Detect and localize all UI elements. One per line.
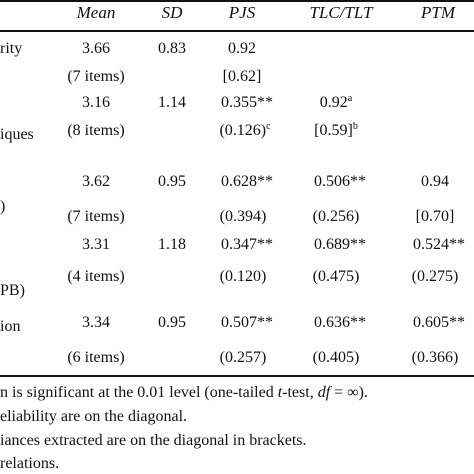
row4-ptm-sub: (0.275) (411, 268, 459, 285)
row5-sd: 0.95 (158, 314, 186, 331)
footnote-a: a (347, 93, 353, 104)
row4-mean: 3.31 (82, 236, 110, 253)
table-note-4: relations. (0, 455, 60, 472)
row2-tlc-sub (314, 122, 358, 140)
row5-mean: 3.34 (82, 314, 110, 331)
footnote-c: c (266, 121, 271, 132)
row3-tlc-sub: (0.256) (312, 208, 360, 225)
row4-pjs-sub: (0.120) (219, 268, 267, 285)
header-ptm: PTM (421, 3, 455, 22)
row2-tlc-sub-value: [0.59] (314, 122, 353, 139)
row1-pjs: 0.92 (228, 40, 256, 57)
row-label-5: ion (0, 318, 21, 335)
table-note-2: eliability are on the diagonal. (0, 408, 188, 425)
header-rule (0, 30, 474, 32)
header-sd: SD (161, 3, 183, 22)
row-label-1: rity (0, 40, 23, 57)
row4-sd: 1.18 (158, 236, 186, 253)
row4-tlc-sub: (0.475) (312, 268, 360, 285)
row2-pjs-sub (219, 122, 270, 140)
footnote-b: b (352, 121, 358, 132)
row2-tlc-value: 0.92 (319, 94, 348, 111)
row4-ptm: 0.524** (413, 236, 465, 253)
row-label-2: iques (0, 126, 34, 143)
row3-ptm: 0.94 (421, 173, 449, 190)
row-label-3: ) (0, 198, 6, 215)
row5-tlc-sub: (0.405) (312, 349, 360, 366)
row1-sd: 0.83 (158, 40, 186, 57)
header-tlc-tlt: TLC/TLT (309, 3, 373, 22)
row3-pjs: 0.628** (221, 173, 273, 190)
row2-pjs: 0.355** (221, 94, 273, 111)
row5-pjs-sub: (0.257) (219, 349, 267, 366)
row4-items: (4 items) (67, 268, 125, 285)
row5-ptm: 0.605** (413, 314, 465, 331)
row1-items: (7 items) (67, 68, 125, 85)
row3-mean: 3.62 (82, 173, 110, 190)
row2-items: (8 items) (67, 122, 125, 139)
row5-pjs: 0.507** (221, 314, 273, 331)
note1-t: t (277, 384, 283, 401)
table-note-3: iances extracted are on the diagonal in brackets. (0, 432, 307, 449)
header-mean: Mean (76, 3, 116, 22)
row2-pjs-sub-value: (0.126) (219, 122, 267, 139)
row2-mean: 3.16 (82, 94, 110, 111)
row5-items: (6 items) (67, 349, 125, 366)
row1-pjs-sub: [0.62] (222, 68, 262, 85)
row3-sd: 0.95 (158, 173, 186, 190)
row3-items: (7 items) (67, 208, 125, 225)
row4-pjs: 0.347** (221, 236, 273, 253)
note1-text-c: = ∞). (330, 384, 368, 401)
row3-tlc: 0.506** (314, 173, 366, 190)
row3-ptm-sub: [0.70] (415, 208, 455, 225)
table-note-1 (0, 384, 368, 402)
row4-tlc: 0.689** (314, 236, 366, 253)
row2-tlc (320, 94, 352, 112)
header-pjs: PJS (228, 3, 256, 22)
note1-df: df (317, 384, 331, 401)
row3-pjs-sub: (0.394) (219, 208, 267, 225)
row2-sd: 1.14 (158, 94, 186, 111)
row5-tlc: 0.636** (314, 314, 366, 331)
row-label-4: PB) (0, 282, 25, 299)
top-rule (0, 0, 474, 2)
bottom-rule (0, 375, 474, 377)
note1-text-a: n is significant at the 0.01 level (one-tailed (0, 384, 278, 401)
note1-text-b: -test, (282, 384, 318, 401)
row1-mean: 3.66 (82, 40, 110, 57)
row5-ptm-sub: (0.366) (411, 349, 459, 366)
